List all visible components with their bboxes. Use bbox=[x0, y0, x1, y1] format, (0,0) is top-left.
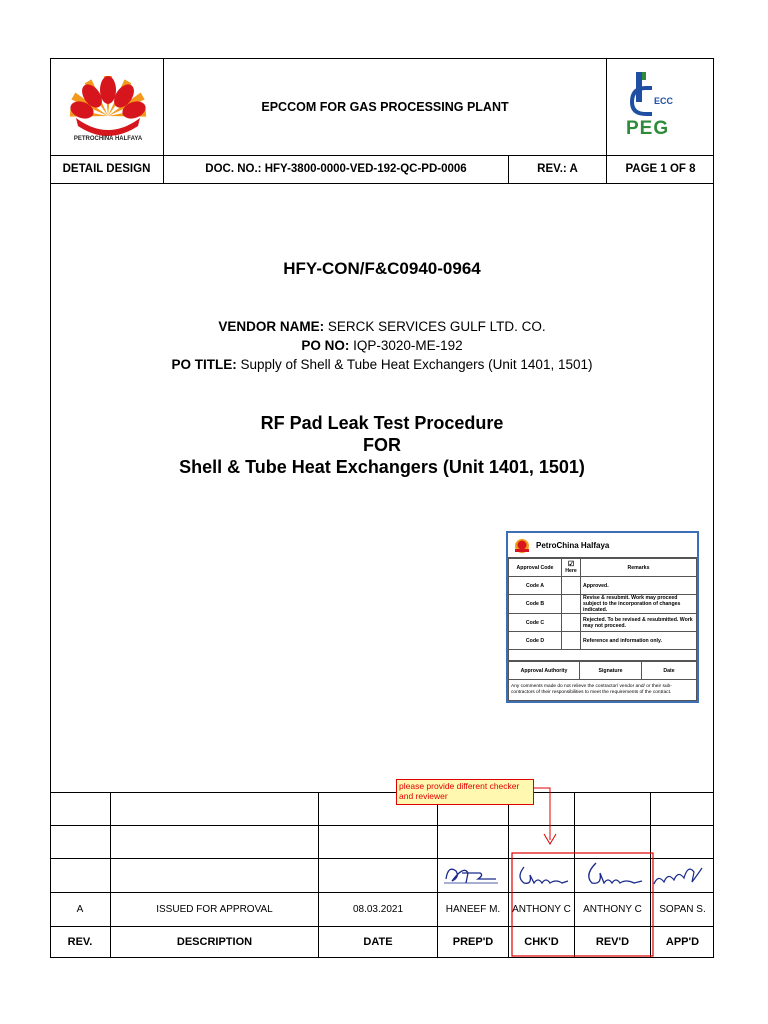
logo-small-text: ECC bbox=[654, 96, 674, 106]
stamp-code: Code C bbox=[509, 614, 562, 632]
stamp-code: Code A bbox=[509, 577, 562, 595]
vendor-value: SERCK SERVICES GULF LTD. CO. bbox=[327, 319, 546, 334]
page-number: PAGE 1 OF 8 bbox=[625, 163, 696, 175]
stamp-date: Date bbox=[642, 662, 697, 680]
date-header: DATE bbox=[363, 936, 393, 948]
vendor-line bbox=[50, 319, 714, 334]
prepd-header: PREP'D bbox=[452, 936, 494, 948]
stamp-col-approval-code: Approval Code bbox=[509, 559, 562, 577]
title-line-2: FOR bbox=[363, 435, 401, 455]
date-value: 08.03.2021 bbox=[352, 903, 404, 915]
po-title-line bbox=[50, 357, 714, 372]
po-no-label: PO NO: bbox=[301, 338, 350, 353]
peg-logo bbox=[616, 68, 702, 144]
petrochina-stamp-icon bbox=[512, 536, 532, 554]
stamp-remark: Approved. bbox=[581, 577, 697, 595]
stamp-code: Code D bbox=[509, 632, 562, 650]
petrochina-logo bbox=[60, 64, 156, 146]
stamp-code: Code B bbox=[509, 595, 562, 614]
stamp-table bbox=[508, 558, 697, 661]
stamp-row bbox=[509, 614, 697, 632]
po-title-label: PO TITLE: bbox=[171, 357, 237, 372]
stamp-tick-cell[interactable] bbox=[562, 577, 581, 595]
po-no-line bbox=[50, 338, 714, 353]
stamp-tick-cell[interactable] bbox=[562, 595, 581, 614]
approval-stamp bbox=[506, 531, 699, 703]
revd-value: ANTHONY C bbox=[583, 903, 642, 915]
header-divider-2 bbox=[50, 183, 714, 184]
vendor-label: VENDOR NAME: bbox=[218, 319, 325, 334]
stamp-tick-cell[interactable] bbox=[562, 614, 581, 632]
annotation-note[interactable]: please provide different checker and reviewer bbox=[396, 779, 534, 805]
prepd-value: HANEEF M. bbox=[445, 903, 501, 915]
appd-value: SOPAN S. bbox=[659, 903, 706, 915]
stamp-footer: Any comments made do not relieve the contractor/ vendor and/ or their sub-contractors of their responsibilities to meet the requirements of the contract. bbox=[509, 680, 697, 701]
rev-value: A bbox=[76, 903, 84, 915]
stamp-row bbox=[509, 577, 697, 595]
prepd-signature bbox=[440, 861, 502, 889]
revd-header: REV'D bbox=[595, 936, 630, 948]
description-header: DESCRIPTION bbox=[176, 936, 253, 948]
stamp-row bbox=[509, 595, 697, 614]
annotation-markup bbox=[500, 780, 660, 960]
chkd-header: CHK'D bbox=[524, 936, 559, 948]
stamp-col-here: Here bbox=[565, 567, 577, 574]
detail-design-label: DETAIL DESIGN bbox=[62, 163, 151, 175]
project-title: EPCCOM FOR GAS PROCESSING PLANT bbox=[261, 99, 509, 114]
description-value: ISSUED FOR APPROVAL bbox=[156, 903, 273, 915]
document-title bbox=[50, 412, 714, 478]
checkbox-icon: ☑ bbox=[567, 560, 575, 568]
stamp-remark: Reference and information only. bbox=[581, 632, 697, 650]
title-line-3: Shell & Tube Heat Exchangers (Unit 1401, 1501) bbox=[179, 457, 585, 477]
stamp-col-tick bbox=[562, 559, 581, 577]
appd-header: APP'D bbox=[665, 936, 700, 948]
po-no-value: IQP-3020-ME-192 bbox=[353, 338, 463, 353]
title-line-1: RF Pad Leak Test Procedure bbox=[260, 413, 504, 433]
stamp-approval-authority: Approval Authority bbox=[509, 662, 580, 680]
doc-number: DOC. NO.: HFY-3800-0000-VED-192-QC-PD-0006 bbox=[205, 163, 467, 175]
stamp-authority-table bbox=[508, 661, 697, 701]
stamp-company: PetroChina Halfaya bbox=[536, 540, 610, 550]
stamp-spacer bbox=[509, 650, 697, 661]
company-logo-text: PETROCHINA HALFAYA bbox=[73, 136, 143, 142]
stamp-remark: Revise & resubmit. Work may proceed subject to the incorporation of changes indicated. bbox=[581, 595, 697, 614]
stamp-header bbox=[508, 533, 697, 558]
po-title-value: Supply of Shell & Tube Heat Exchangers (Unit 1401, 1501) bbox=[240, 357, 593, 372]
revision-label: REV.: A bbox=[537, 163, 578, 175]
chkd-value: ANTHONY C bbox=[512, 903, 571, 915]
document-code: HFY-CON/F&C0940-0964 bbox=[283, 259, 481, 278]
peg-logo-text: PEG bbox=[626, 118, 670, 139]
stamp-row bbox=[509, 632, 697, 650]
stamp-signature: Signature bbox=[580, 662, 642, 680]
rev-header: REV. bbox=[67, 936, 93, 948]
stamp-col-remarks: Remarks bbox=[581, 559, 697, 577]
stamp-remark: Rejected. To be revised & resubmitted. Work may not proceed. bbox=[581, 614, 697, 632]
stamp-tick-cell[interactable] bbox=[562, 632, 581, 650]
